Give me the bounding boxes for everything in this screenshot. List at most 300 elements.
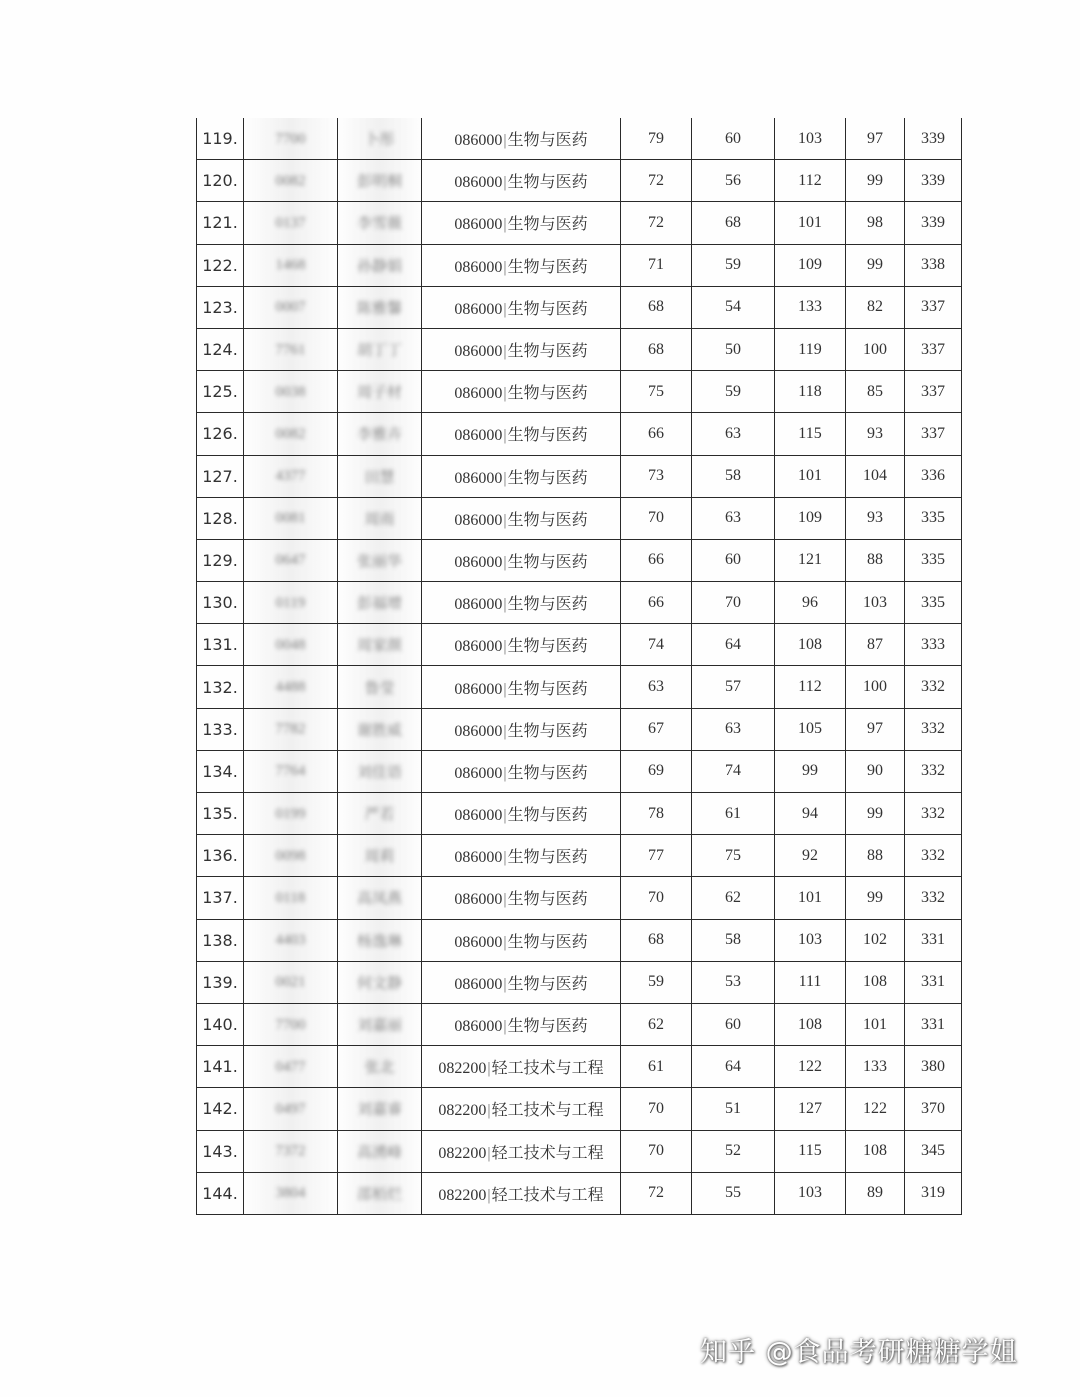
table-row [197, 1172, 962, 1214]
table-row [197, 497, 962, 539]
candidate-name-redacted: 鲁莹 [364, 680, 395, 697]
major-code: 086000 [454, 427, 503, 445]
score-subject-1: 103 [775, 1172, 846, 1214]
score-subject-1: 92 [775, 835, 846, 877]
major-name: 生物与医药 [507, 933, 588, 951]
score-english: 60 [692, 1003, 775, 1045]
score-total: 332 [905, 708, 962, 750]
candidate-id [244, 1172, 338, 1214]
score-english: 59 [692, 244, 775, 286]
major-separator: | [503, 596, 507, 614]
major-name: 生物与医药 [507, 638, 588, 656]
candidate-name [338, 160, 422, 202]
score-subject-1: 101 [775, 877, 846, 919]
major-name: 轻工技术与工程 [491, 1186, 604, 1204]
major-separator: | [503, 385, 507, 403]
major-name: 生物与医药 [507, 764, 588, 782]
score-politics: 68 [621, 919, 692, 961]
candidate-name [338, 666, 422, 708]
candidate-id-redacted: 4377 [275, 468, 306, 485]
score-subject-1: 111 [775, 961, 846, 1003]
row-index: 126. [197, 413, 244, 455]
major-code: 082200 [438, 1144, 487, 1162]
candidate-name [338, 244, 422, 286]
candidate-name [338, 1003, 422, 1045]
score-subject-2: 93 [846, 497, 905, 539]
score-english: 60 [692, 118, 775, 160]
score-politics: 69 [621, 750, 692, 792]
major-code: 086000 [454, 764, 503, 782]
table-row [197, 877, 962, 919]
candidate-name [338, 497, 422, 539]
major-name: 轻工技术与工程 [491, 1102, 604, 1120]
major [422, 835, 621, 877]
major [422, 328, 621, 370]
candidate-name-redacted: 何文静 [356, 975, 402, 992]
score-english: 53 [692, 961, 775, 1003]
candidate-id-redacted: 3804 [275, 1185, 306, 1202]
score-total: 345 [905, 1130, 962, 1172]
table-row [197, 371, 962, 413]
row-index: 124. [197, 328, 244, 370]
major [422, 455, 621, 497]
score-subject-2: 99 [846, 244, 905, 286]
score-total: 331 [905, 919, 962, 961]
candidate-name-redacted: 严若 [364, 807, 395, 824]
score-subject-2: 104 [846, 455, 905, 497]
score-subject-1: 112 [775, 666, 846, 708]
score-subject-2: 103 [846, 582, 905, 624]
candidate-name-redacted: 李雪薇 [356, 216, 402, 233]
score-total: 380 [905, 1046, 962, 1088]
candidate-name [338, 413, 422, 455]
score-total: 370 [905, 1088, 962, 1130]
score-subject-1: 122 [775, 1046, 846, 1088]
candidate-name-redacted: 张北 [364, 1060, 395, 1077]
candidate-name [338, 286, 422, 328]
score-subject-2: 99 [846, 793, 905, 835]
major-name: 生物与医药 [507, 174, 588, 192]
candidate-name-redacted: 张丽华 [356, 553, 402, 570]
score-total: 338 [905, 244, 962, 286]
row-index: 134. [197, 750, 244, 792]
candidate-name-redacted: 高凤燕 [356, 891, 402, 908]
major [422, 961, 621, 1003]
score-total: 332 [905, 750, 962, 792]
table-row [197, 286, 962, 328]
major-separator: | [503, 132, 507, 150]
row-index: 123. [197, 286, 244, 328]
major-separator: | [503, 764, 507, 782]
candidate-name-redacted: 田慧 [364, 469, 395, 486]
row-index: 136. [197, 835, 244, 877]
score-total: 339 [905, 202, 962, 244]
candidate-id [244, 624, 338, 666]
major-separator: | [503, 849, 507, 867]
row-index: 121. [197, 202, 244, 244]
score-subject-2: 90 [846, 750, 905, 792]
candidate-name [338, 793, 422, 835]
score-politics: 72 [621, 1172, 692, 1214]
score-politics: 77 [621, 835, 692, 877]
major-separator: | [503, 933, 507, 951]
major-code: 086000 [454, 258, 503, 276]
score-english: 68 [692, 202, 775, 244]
major-separator: | [503, 638, 507, 656]
candidate-id [244, 582, 338, 624]
row-index: 140. [197, 1003, 244, 1045]
score-subject-2: 87 [846, 624, 905, 666]
major [422, 624, 621, 666]
candidate-name [338, 118, 422, 160]
score-english: 63 [692, 413, 775, 455]
major [422, 877, 621, 919]
candidate-name [338, 835, 422, 877]
table-row [197, 244, 962, 286]
score-politics: 70 [621, 1088, 692, 1130]
candidate-name-redacted: 邵栢烂 [356, 1186, 402, 1203]
score-subject-1: 108 [775, 1003, 846, 1045]
score-subject-1: 118 [775, 371, 846, 413]
candidate-id-redacted: 0021 [275, 974, 306, 991]
candidate-name-redacted: 周子材 [356, 385, 402, 402]
candidate-name-redacted: 高湧峰 [356, 1144, 402, 1161]
candidate-name [338, 1046, 422, 1088]
candidate-name-redacted: 卜彤 [364, 132, 395, 149]
major-code: 086000 [454, 807, 503, 825]
score-politics: 70 [621, 497, 692, 539]
table-row [197, 961, 962, 1003]
score-subject-1: 105 [775, 708, 846, 750]
major-separator: | [503, 807, 507, 825]
candidate-id-redacted: 0082 [275, 425, 306, 442]
score-total: 332 [905, 835, 962, 877]
major-separator: | [503, 343, 507, 361]
table-row [197, 750, 962, 792]
candidate-name [338, 961, 422, 1003]
score-table [196, 118, 962, 1215]
candidate-id-redacted: 0647 [275, 552, 306, 569]
score-politics: 72 [621, 202, 692, 244]
score-total: 331 [905, 961, 962, 1003]
candidate-id-redacted: 7372 [275, 1143, 306, 1160]
candidate-id [244, 371, 338, 413]
major-code: 082200 [438, 1102, 487, 1120]
candidate-id [244, 708, 338, 750]
major-code: 086000 [454, 638, 503, 656]
major [422, 750, 621, 792]
table-row [197, 328, 962, 370]
major-name: 生物与医药 [507, 258, 588, 276]
table-row [197, 455, 962, 497]
table-row [197, 835, 962, 877]
major [422, 666, 621, 708]
candidate-name-redacted: 陈雅馨 [356, 300, 402, 317]
major-code: 086000 [454, 849, 503, 867]
major-code: 086000 [454, 722, 503, 740]
score-english: 64 [692, 624, 775, 666]
score-total: 332 [905, 793, 962, 835]
candidate-id [244, 118, 338, 160]
candidate-name-redacted: 孙静娟 [356, 258, 402, 275]
table-row [197, 202, 962, 244]
row-index: 132. [197, 666, 244, 708]
score-politics: 78 [621, 793, 692, 835]
major-code: 086000 [454, 343, 503, 361]
candidate-name [338, 919, 422, 961]
major-name: 生物与医药 [507, 680, 588, 698]
major [422, 118, 621, 160]
candidate-name [338, 877, 422, 919]
score-politics: 66 [621, 582, 692, 624]
score-total: 335 [905, 582, 962, 624]
candidate-id-redacted: 7764 [275, 763, 306, 780]
score-subject-2: 102 [846, 919, 905, 961]
row-index: 119. [197, 118, 244, 160]
table-row [197, 919, 962, 961]
score-subject-1: 115 [775, 413, 846, 455]
score-subject-2: 98 [846, 202, 905, 244]
candidate-id-redacted: 0007 [275, 299, 306, 316]
score-english: 59 [692, 371, 775, 413]
candidate-id-redacted: 7700 [275, 1016, 306, 1033]
candidate-name-redacted: 刘佳语 [356, 764, 402, 781]
candidate-name [338, 1130, 422, 1172]
score-subject-1: 119 [775, 328, 846, 370]
candidate-id-redacted: 4488 [275, 679, 306, 696]
score-subject-2: 88 [846, 539, 905, 581]
candidate-name [338, 371, 422, 413]
score-subject-1: 101 [775, 202, 846, 244]
watermark: 知乎 @食品考研糖糖学姐 [700, 1337, 1018, 1368]
candidate-name [338, 539, 422, 581]
score-english: 51 [692, 1088, 775, 1130]
candidate-id [244, 835, 338, 877]
candidate-name [338, 455, 422, 497]
major-separator: | [503, 680, 507, 698]
table-row [197, 1003, 962, 1045]
candidate-id [244, 497, 338, 539]
score-subject-1: 112 [775, 160, 846, 202]
candidate-id [244, 455, 338, 497]
major [422, 1172, 621, 1214]
score-subject-2: 100 [846, 666, 905, 708]
score-subject-2: 133 [846, 1046, 905, 1088]
table-row [197, 413, 962, 455]
major-name: 生物与医药 [507, 300, 588, 318]
score-english: 75 [692, 835, 775, 877]
score-subject-2: 122 [846, 1088, 905, 1130]
score-table-body [197, 118, 962, 1214]
major-code: 086000 [454, 596, 503, 614]
major [422, 582, 621, 624]
table-row [197, 118, 962, 160]
score-total: 336 [905, 455, 962, 497]
table-row [197, 708, 962, 750]
score-politics: 70 [621, 1130, 692, 1172]
score-politics: 62 [621, 1003, 692, 1045]
score-politics: 72 [621, 160, 692, 202]
row-index: 137. [197, 877, 244, 919]
score-politics: 74 [621, 624, 692, 666]
score-total: 332 [905, 666, 962, 708]
row-index: 135. [197, 793, 244, 835]
row-index: 127. [197, 455, 244, 497]
table-row [197, 1088, 962, 1130]
candidate-name [338, 328, 422, 370]
candidate-name-redacted: 周莉 [364, 849, 395, 866]
score-total: 337 [905, 286, 962, 328]
score-subject-1: 103 [775, 118, 846, 160]
major [422, 244, 621, 286]
score-subject-2: 89 [846, 1172, 905, 1214]
score-subject-2: 101 [846, 1003, 905, 1045]
major-code: 086000 [454, 891, 503, 909]
candidate-name [338, 202, 422, 244]
major-separator: | [487, 1186, 491, 1204]
score-english: 64 [692, 1046, 775, 1088]
score-politics: 66 [621, 413, 692, 455]
score-politics: 63 [621, 666, 692, 708]
major-name: 生物与医药 [507, 596, 588, 614]
score-politics: 73 [621, 455, 692, 497]
major-code: 086000 [454, 174, 503, 192]
major-separator: | [503, 553, 507, 571]
row-index: 120. [197, 160, 244, 202]
score-subject-1: 96 [775, 582, 846, 624]
score-subject-2: 85 [846, 371, 905, 413]
row-index: 129. [197, 539, 244, 581]
major [422, 539, 621, 581]
major-name: 生物与医药 [507, 216, 588, 234]
score-politics: 61 [621, 1046, 692, 1088]
score-english: 56 [692, 160, 775, 202]
major-code: 086000 [454, 132, 503, 150]
major-separator: | [503, 722, 507, 740]
major [422, 1046, 621, 1088]
major-separator: | [503, 300, 507, 318]
major [422, 202, 621, 244]
candidate-name [338, 1172, 422, 1214]
table-row [197, 793, 962, 835]
major-name: 生物与医药 [507, 343, 588, 361]
score-subject-2: 100 [846, 328, 905, 370]
candidate-id [244, 919, 338, 961]
candidate-id-redacted: 0081 [275, 510, 306, 527]
score-english: 58 [692, 455, 775, 497]
row-index: 128. [197, 497, 244, 539]
score-english: 62 [692, 877, 775, 919]
candidate-id [244, 1130, 338, 1172]
major-code: 086000 [454, 216, 503, 234]
candidate-name [338, 708, 422, 750]
score-english: 74 [692, 750, 775, 792]
major-name: 轻工技术与工程 [491, 1144, 604, 1162]
row-index: 130. [197, 582, 244, 624]
score-subject-1: 109 [775, 497, 846, 539]
major-name: 轻工技术与工程 [491, 1060, 604, 1078]
major-code: 082200 [438, 1186, 487, 1204]
score-english: 52 [692, 1130, 775, 1172]
candidate-name-redacted: 周家颜 [356, 638, 402, 655]
candidate-id-redacted: 0098 [275, 847, 306, 864]
score-total: 319 [905, 1172, 962, 1214]
candidate-id-redacted: 0082 [275, 172, 306, 189]
score-subject-1: 109 [775, 244, 846, 286]
major-separator: | [503, 1018, 507, 1036]
score-total: 332 [905, 877, 962, 919]
major-code: 086000 [454, 511, 503, 529]
score-subject-1: 108 [775, 624, 846, 666]
score-politics: 67 [621, 708, 692, 750]
major-code: 086000 [454, 469, 503, 487]
score-subject-2: 108 [846, 1130, 905, 1172]
major-separator: | [503, 216, 507, 234]
major [422, 371, 621, 413]
candidate-id [244, 666, 338, 708]
candidate-id-redacted: 0119 [275, 594, 306, 611]
major-code: 086000 [454, 680, 503, 698]
candidate-name-redacted: 刘嘉睿 [356, 1102, 402, 1119]
candidate-id-redacted: 0199 [275, 805, 306, 822]
score-subject-2: 99 [846, 160, 905, 202]
score-subject-1: 94 [775, 793, 846, 835]
major-name: 生物与医药 [507, 1018, 588, 1036]
major-name: 生物与医药 [507, 427, 588, 445]
major [422, 160, 621, 202]
candidate-name-redacted: 周雨 [364, 511, 395, 528]
candidate-id-redacted: 0048 [275, 636, 306, 653]
score-english: 63 [692, 497, 775, 539]
row-index: 125. [197, 371, 244, 413]
score-english: 57 [692, 666, 775, 708]
score-subject-2: 97 [846, 118, 905, 160]
major-code: 086000 [454, 1018, 503, 1036]
candidate-id [244, 202, 338, 244]
major-separator: | [503, 174, 507, 192]
candidate-id-redacted: 7761 [275, 341, 306, 358]
major [422, 497, 621, 539]
candidate-name-redacted: 彭福增 [356, 596, 402, 613]
major-name: 生物与医药 [507, 722, 588, 740]
major-name: 生物与医药 [507, 511, 588, 529]
score-total: 333 [905, 624, 962, 666]
score-subject-1: 103 [775, 919, 846, 961]
candidate-id-redacted: 0118 [275, 889, 306, 906]
candidate-id [244, 877, 338, 919]
major-name: 生物与医药 [507, 132, 588, 150]
candidate-id [244, 413, 338, 455]
score-total: 339 [905, 118, 962, 160]
row-index: 133. [197, 708, 244, 750]
major-name: 生物与医药 [507, 385, 588, 403]
score-total: 335 [905, 539, 962, 581]
candidate-id [244, 793, 338, 835]
major [422, 919, 621, 961]
score-politics: 66 [621, 539, 692, 581]
candidate-id [244, 328, 338, 370]
candidate-name-redacted: 李雅卉 [356, 427, 402, 444]
score-english: 70 [692, 582, 775, 624]
score-total: 337 [905, 371, 962, 413]
score-total: 337 [905, 328, 962, 370]
score-politics: 79 [621, 118, 692, 160]
row-index: 144. [197, 1172, 244, 1214]
major-code: 082200 [438, 1060, 487, 1078]
major-code: 086000 [454, 300, 503, 318]
score-politics: 68 [621, 328, 692, 370]
table-row [197, 624, 962, 666]
